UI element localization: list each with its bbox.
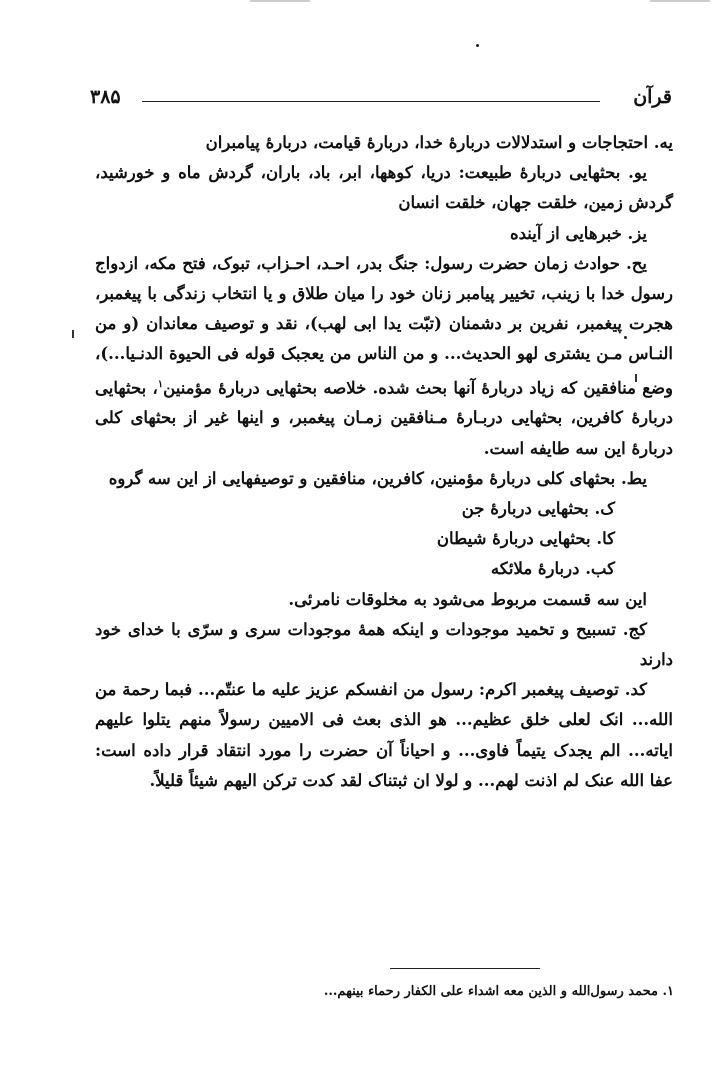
scan-edge-mark [250,0,310,2]
footnote-marker: ۱ [157,378,164,390]
page-body [95,128,673,796]
scan-edge-mark [650,0,710,2]
paragraph: این سه قسمت مربوط می‌شود به مخلوقات نامرئی. [288,589,647,609]
list-item: ک. بحثهایی دربارهٔ جن [461,498,615,518]
list-item: کا. بحثهایی دربارهٔ شیطان [436,529,615,549]
paragraph-text: یح. حوادث زمان حضرت رسول: جنگ بدر، احـد، احـزاب، تبوک، فتح مکه، ازدواج رسول خدا با زینب، تخییر پیامبر زنان خود را میان طلاق و یا انتخاب زندگی با پیغمبر، هجرت پیغمبر، نفرین بر دشمنان (تبّت یدا ابی لهب)، نقد و توصیف معاندان (و من النـاس مـن یشتری لهو الحدیث... و من الناس من یعجبک قوله فی الحیوة الدنـیا...)، وضع منافقین که زیاد دربارهٔ آنها بحث شده. خلاصه بحثهایی دربارهٔ مؤمنین [95,253,673,398]
page-number: ۳۸۵ [90,86,121,108]
paragraph: یو. بحثهایی دربارهٔ طبیعت: دریا، کوهها، ابر، باد، باران، گردش ماه و خورشید، گردش زمین، خلقت جهان، خلقت انسان [95,163,673,213]
running-header [90,86,672,116]
scan-speck [72,330,74,338]
paragraph: یه. احتجاجات و استدلالات دربارهٔ خدا، دربارهٔ قیامت، دربارهٔ پیامبران [205,133,673,152]
list-item: کب. دربارهٔ ملائکه [490,559,615,579]
header-rule [142,101,600,102]
paragraph: یط. بحثهای کلی دربارهٔ مؤمنین، کافرین، منافقین و توصیفهایی از این سه گروه [108,468,647,488]
footnote: ۱. محمد رسول‌الله و الذین معه اشداء علی الکفار رحماء بینهم... [323,984,674,999]
chapter-title: قرآن [633,86,672,108]
paragraph-with-footnote [95,249,673,464]
paragraph-text: ، بحثهایی دربارهٔ کافرین، بحثهایی دربـارهٔ مـنافقین زمـان پیغمبر، و اینها غیر از بحثهای کلی دربارهٔ این سه طایفه است. [95,378,673,458]
scan-speck [476,44,479,47]
paragraph: کج. تسبیح و تحمید موجودات و اینکه همهٔ موجودات سری و سرّی با خدای خود دارند [95,619,673,669]
footnote-rule [390,968,540,969]
paragraph: کد. توصیف پیغمبر اکرم: رسول من انفسکم عزیز علیه ما عنتّم... فبما رحمة من الله... انک لعلی خلق عظیم... هو الذی بعث فی الامیین رسولاً منهم یتلوا علیهم ایاته... الم یجدک یتیماً فاوی... و احیاناً آن حضرت را مورد انتقاد قرار داده است: عفا الله عنک لم اذنت لهم... و لولا ان ثبتناک لقد کدت ترکن الیهم شیئاً قلیلاً. [95,680,673,790]
paragraph: یز. خبرهایی از آینده [509,223,647,243]
